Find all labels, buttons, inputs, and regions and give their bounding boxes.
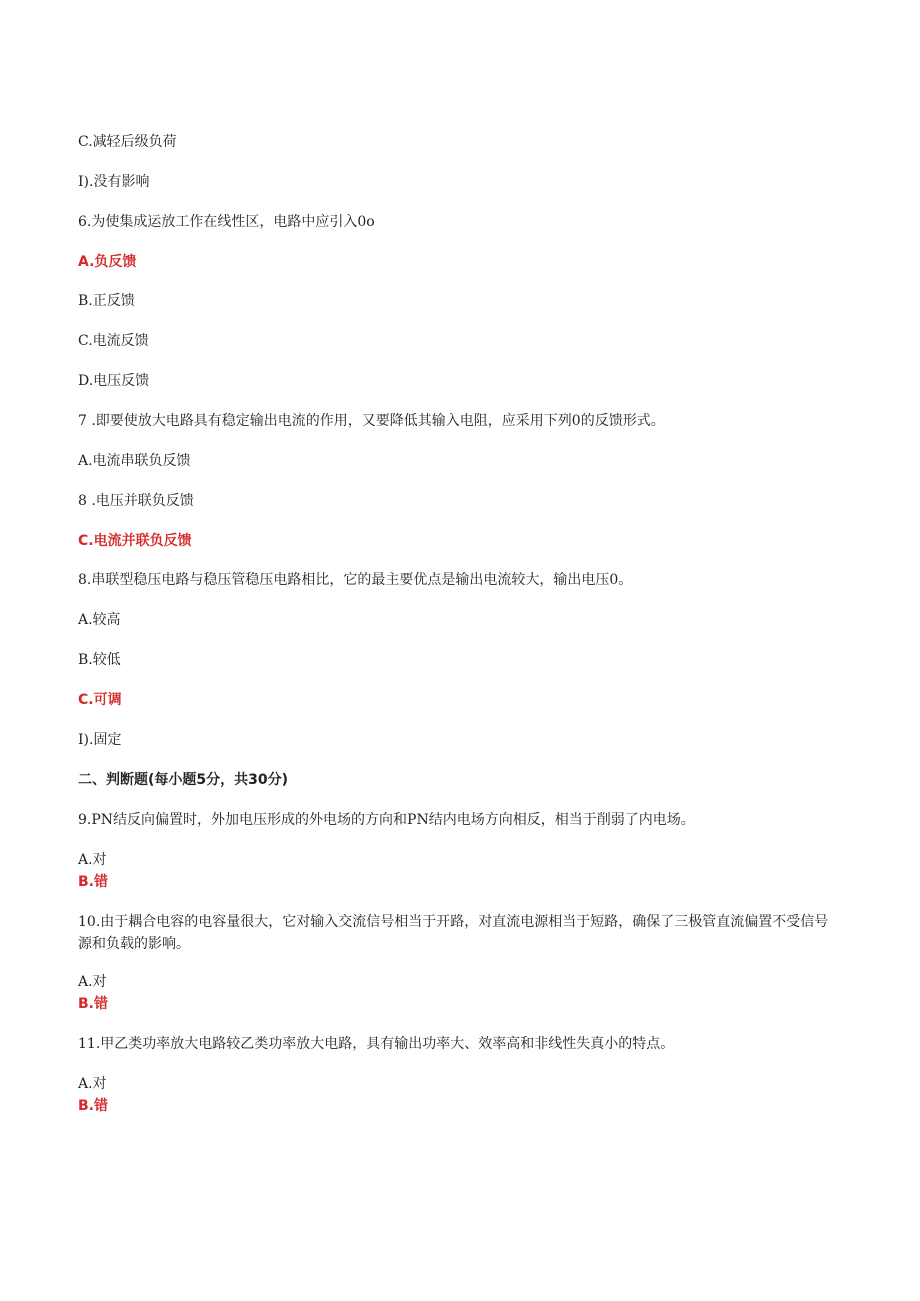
q10-option-b-correct: B.错: [78, 996, 108, 1012]
q8-stem: 8.串联型稳压电路与稳压管稳压电路相比，它的最主要优点是输出电流较大，输出电压0。: [78, 572, 633, 588]
q7-option-b: 8 .电压并联负反馈: [78, 493, 194, 509]
q11-stem: 11.甲乙类功率放大电路较乙类功率放大电路，具有输出功率大、效率高和非线性失真小的特点。: [78, 1036, 675, 1052]
q6-option-b: B.正反馈: [78, 293, 135, 309]
q6-option-c: C.电流反馈: [78, 333, 149, 349]
q7-stem: 7 .即要使放大电路具有稳定输出电流的作用，又要降低其输入电阻，应采用下列0的反馈形式。: [78, 413, 665, 429]
q8-option-a: A.较高: [78, 612, 121, 628]
q5-option-d: I).没有影响: [78, 174, 150, 190]
section-2-heading: 二、判断题(每小题5分，共30分): [78, 772, 289, 788]
q6-stem: 6.为使集成运放工作在线性区，电路中应引入0o: [78, 214, 375, 230]
q9-option-a: A.对: [78, 852, 107, 868]
q11-option-a: A.对: [78, 1076, 107, 1092]
q10-option-a: A.对: [78, 974, 107, 990]
q6-option-a-correct: A.负反馈: [78, 254, 137, 270]
q11-option-b-correct: B.错: [78, 1098, 108, 1114]
q9-option-b-correct: B.错: [78, 874, 108, 890]
q9-stem: 9.PN结反向偏置时，外加电压形成的外电场的方向和PN结内电场方向相反，相当于削弱了内电场。: [78, 812, 695, 828]
q8-option-d: I).固定: [78, 732, 122, 748]
q7-option-c-correct: C.电流并联负反馈: [78, 533, 192, 549]
q5-option-c: C.减轻后级负荷: [78, 134, 177, 150]
q8-option-c-correct: C.可调: [78, 692, 122, 708]
q7-option-a: A.电流串联负反馈: [78, 453, 191, 469]
q6-option-d: D.电压反馈: [78, 373, 150, 389]
q10-stem: 10.由于耦合电容的电容量很大，它对输入交流信号相当于开路，对直流电源相当于短路，确保了三极管直流偏置不受信号源和负载的影响。: [78, 914, 829, 952]
q8-option-b: B.较低: [78, 652, 121, 668]
